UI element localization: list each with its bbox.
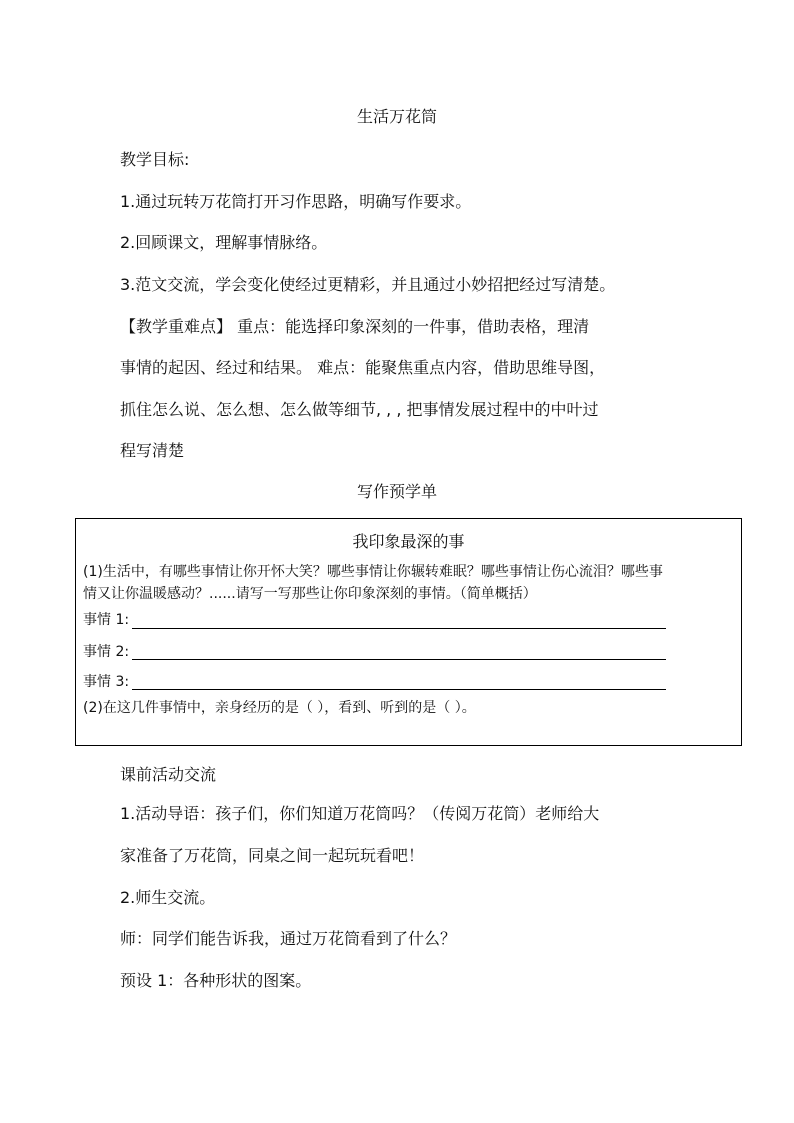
objective-item: 3.范文交流，学会变化使经过更精彩，并且通过小妙招把经过写清楚。 [120, 275, 616, 294]
worksheet-heading: 写作预学单 [356, 482, 437, 501]
activity-heading: 课前活动交流 [120, 765, 217, 784]
objectives-heading: 教学目标: [120, 150, 190, 169]
event-fill-line[interactable] [132, 628, 666, 629]
objective-item: 2.回顾课文，理解事情脉络。 [120, 233, 328, 252]
key-points-line: 事情的起因、经过和结果。 难点：能聚焦重点内容，借助思维导图， [120, 358, 606, 377]
activity-line: 1.活动导语：孩子们，你们知道万花筒吗？（传阅万花筒）老师给大 [120, 804, 600, 823]
activity-line: 2.师生交流。 [120, 888, 216, 907]
worksheet-box [75, 518, 742, 746]
event-field-label: 事情 3: [83, 674, 130, 690]
key-points-line: 程写清楚 [120, 441, 185, 460]
question-1-line: 情又让你温暖感动？......请写一写那些让你印象深刻的事情。（简单概括） [83, 586, 537, 602]
activity-line: 家准备了万花筒，同桌之间一起玩玩看吧！ [120, 846, 425, 865]
activity-line: 预设 1：各种形状的图案。 [120, 971, 312, 990]
document-title: 生活万花筒 [356, 107, 437, 126]
event-field-label: 事情 2: [83, 644, 130, 660]
question-1-line: (1)生活中，有哪些事情让你开怀大笑？哪些事情让你辗转难眠？哪些事情让伤心流泪？哪些事 [83, 564, 663, 580]
worksheet-box-title: 我印象最深的事 [352, 532, 465, 551]
key-points-line: 抓住怎么说、怎么想、怎么做等细节, , , 把事情发展过程中的中叶过 [120, 400, 599, 419]
event-field-label: 事情 1: [83, 612, 130, 628]
activity-line: 师：同学们能告诉我，通过万花筒看到了什么？ [120, 929, 457, 948]
objective-item: 1.通过玩转万花筒打开习作思路，明确写作要求。 [120, 192, 472, 211]
key-points-line: 【教学重难点】 重点：能选择印象深刻的一件事，借助表格，理清 [120, 317, 590, 336]
event-fill-line[interactable] [132, 689, 666, 690]
event-fill-line[interactable] [132, 659, 666, 660]
question-2-line: (2)在这几件事情中，亲身经历的是（ ），看到、听到的是（ ）。 [83, 700, 476, 716]
